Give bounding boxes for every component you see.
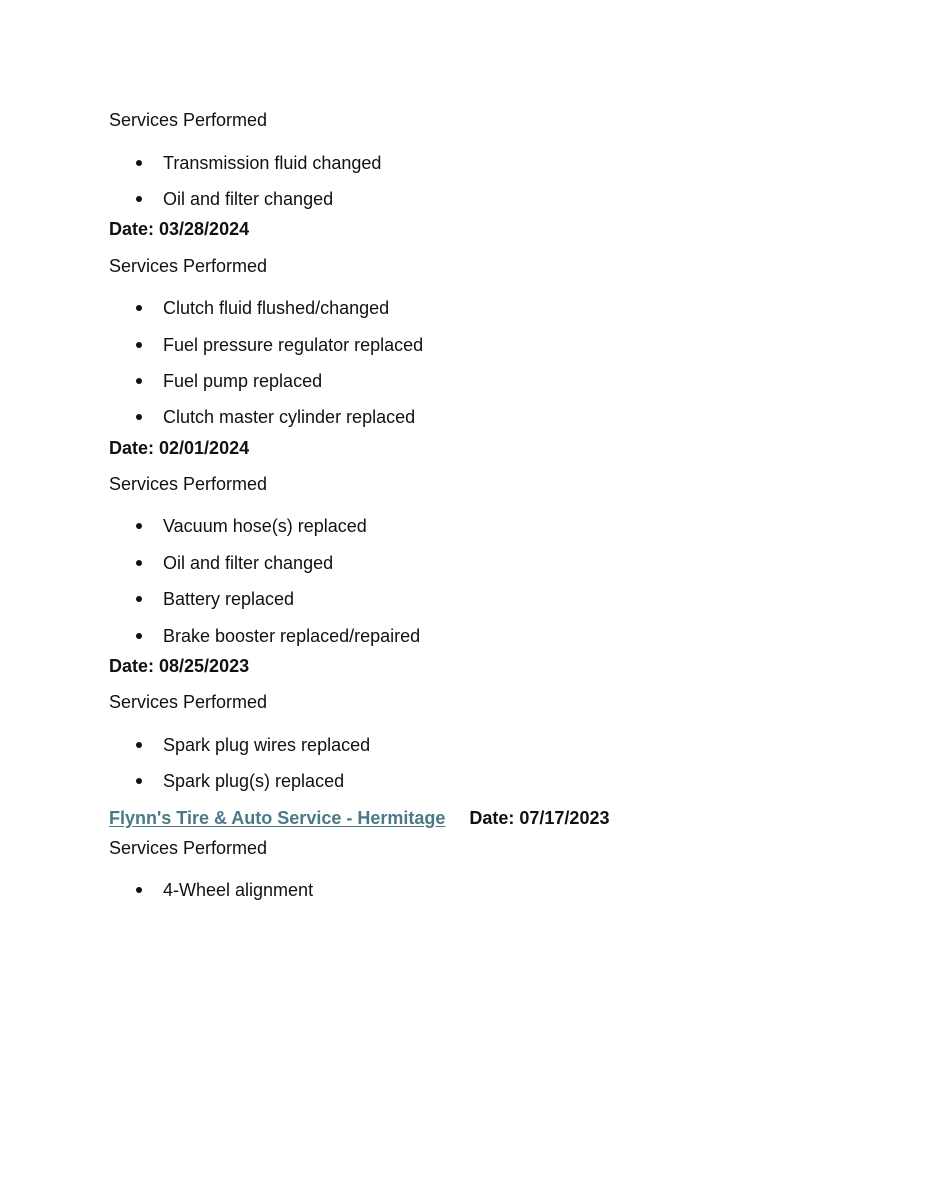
bullet-icon <box>136 560 142 566</box>
bullet-icon <box>136 378 142 384</box>
service-item: Oil and filter changed <box>109 181 927 217</box>
bullet-icon <box>136 160 142 166</box>
service-item: Spark plug wires replaced <box>109 727 927 763</box>
service-item: Clutch fluid flushed/changed <box>109 290 927 326</box>
service-item: Clutch master cylinder replaced <box>109 399 927 435</box>
service-item: Fuel pressure regulator replaced <box>109 326 927 362</box>
bullet-icon <box>136 633 142 639</box>
bullet-icon <box>136 196 142 202</box>
services-performed-label: Services Performed <box>109 255 268 276</box>
service-item: Brake booster replaced/repaired <box>109 617 927 653</box>
services-performed-label: Services Performed <box>109 837 268 858</box>
service-item: Battery replaced <box>109 581 927 617</box>
bullet-icon <box>136 887 142 893</box>
bullet-icon <box>136 523 142 529</box>
service-date: Date: 07/17/2023 <box>469 807 610 828</box>
bullet-icon <box>136 414 142 420</box>
service-date: Date: 03/28/2024 <box>109 219 250 240</box>
bullet-icon <box>136 342 142 348</box>
service-date: Date: 02/01/2024 <box>109 437 250 458</box>
bullet-icon <box>136 596 142 602</box>
service-item: Spark plug(s) replaced <box>109 763 927 799</box>
service-item: 4-Wheel alignment <box>109 872 927 908</box>
services-performed-label: Services Performed <box>109 110 268 130</box>
service-date: Date: 08/25/2023 <box>109 655 250 676</box>
bullet-icon <box>136 778 142 784</box>
bullet-icon <box>136 305 142 311</box>
service-item: Oil and filter changed <box>109 545 927 581</box>
service-item: Transmission fluid changed <box>109 144 927 180</box>
services-performed-label: Services Performed <box>109 692 268 713</box>
service-item: Fuel pump replaced <box>109 363 927 399</box>
shop-link[interactable]: Flynn's Tire & Auto Service - Hermitage <box>109 807 446 828</box>
services-performed-label: Services Performed <box>109 473 268 494</box>
shop-header <box>109 799 927 835</box>
bullet-icon <box>136 742 142 748</box>
service-item: Vacuum hose(s) replaced <box>109 508 927 544</box>
